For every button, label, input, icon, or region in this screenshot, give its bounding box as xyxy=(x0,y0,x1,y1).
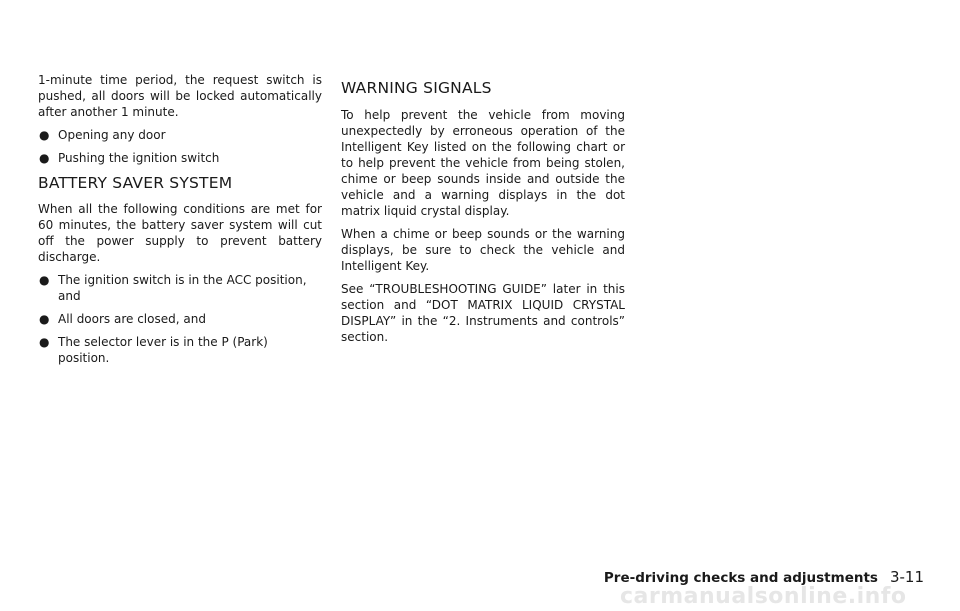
warning-paragraph-3: See “TROUBLESHOOTING GUIDE” later in this section and “DOT MATRIX LIQUID CRYSTAL DISPLAY” in the “2. Instruments and controls” section. xyxy=(341,282,625,344)
bullet-icon: ● xyxy=(39,335,50,349)
intro-bullet-list xyxy=(38,127,322,166)
watermark: carmanualsonline.info xyxy=(620,584,907,609)
warning-signals-heading: WARNING SIGNALS xyxy=(341,79,492,97)
list-item: ● The selector lever is in the P (Park) position. xyxy=(39,335,268,365)
left-column xyxy=(38,72,322,373)
bullet-icon: ● xyxy=(39,128,50,142)
right-column xyxy=(341,78,625,352)
warning-paragraph-2: When a chime or beep sounds or the warning displays, be sure to check the vehicle and Intelligent Key. xyxy=(341,227,625,273)
bullet-icon: ● xyxy=(39,312,50,326)
warning-paragraph-1: To help prevent the vehicle from moving unexpectedly by erroneous operation of the Intelligent Key listed on the following chart or to help prevent the vehicle from being stolen, chime or beep sounds inside and outside the vehicle and a warning displays in the dot matrix liquid crystal display. xyxy=(341,108,625,218)
page-number: 3-11 xyxy=(889,568,924,586)
battery-saver-paragraph: When all the following conditions are met for 60 minutes, the battery saver system will cut off the power supply to prevent battery discharge. xyxy=(38,202,322,264)
bullet-icon: ● xyxy=(39,151,50,165)
intro-paragraph: 1-minute time period, the request switch is pushed, all doors will be locked automatically after another 1 minute. xyxy=(38,73,322,119)
list-item: ● Pushing the ignition switch xyxy=(39,151,220,165)
battery-saver-heading: BATTERY SAVER SYSTEM xyxy=(38,174,233,192)
list-item: ● All doors are closed, and xyxy=(39,312,206,326)
list-item: ● The ignition switch is in the ACC position, and xyxy=(39,273,307,303)
list-item: ● Opening any door xyxy=(39,128,166,142)
bullet-icon: ● xyxy=(39,273,50,287)
battery-conditions-list xyxy=(38,272,322,366)
section-title: Pre-driving checks and adjustments xyxy=(603,570,878,586)
